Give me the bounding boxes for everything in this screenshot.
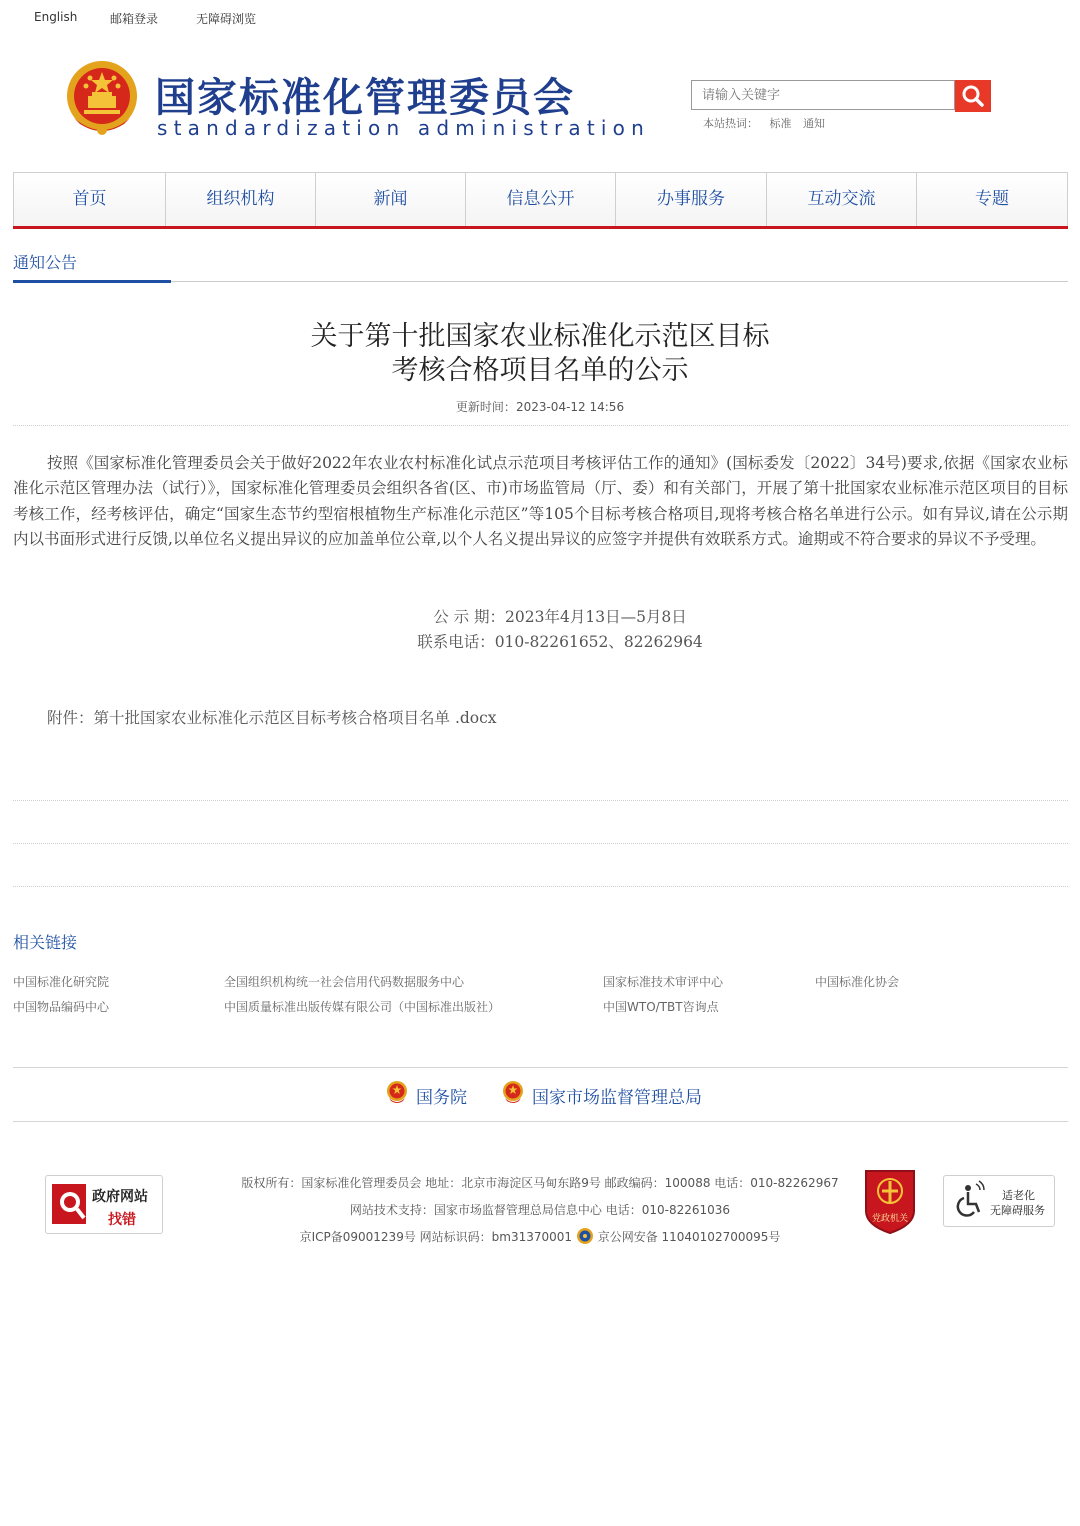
hot-word-link[interactable]: 通知	[803, 117, 825, 130]
search-input[interactable]	[691, 80, 955, 110]
police-record-text[interactable]: 京公网安备 11040102700095号	[597, 1230, 781, 1244]
update-time-label: 更新时间：	[455, 400, 516, 414]
hot-word-link[interactable]: 标准	[769, 117, 792, 130]
party-gov-badge[interactable]	[862, 1167, 918, 1235]
related-link[interactable]: 中国标准化研究院	[13, 975, 110, 989]
icp-line	[0, 1227, 1080, 1245]
emblem-icon	[502, 1080, 524, 1106]
party-gov-icon	[862, 1167, 918, 1235]
update-time	[0, 398, 1080, 415]
related-link[interactable]: 中国WTO/TBT咨询点	[603, 1000, 719, 1014]
divider	[13, 886, 1068, 887]
police-badge-icon	[576, 1227, 594, 1245]
related-link[interactable]: 中国标准化协会	[815, 975, 900, 989]
party-gov-label: 党政机关	[871, 1214, 908, 1224]
related-link[interactable]: 中国物品编码中心	[13, 1000, 110, 1014]
divider	[13, 1121, 1068, 1122]
article-title	[240, 320, 840, 388]
mail-login-link[interactable]: 邮箱登录	[110, 12, 159, 26]
hot-words	[703, 115, 833, 131]
accessible-browse-link[interactable]: 无障碍浏览	[196, 12, 257, 26]
update-time-value: 2023-04-12 14:56	[515, 400, 625, 414]
national-emblem-icon	[64, 58, 140, 140]
samr-link[interactable]: 国家市场监督管理总局	[532, 1088, 702, 1108]
accessibility-icon	[952, 1176, 988, 1226]
attachment	[47, 706, 497, 728]
badge-label: 政府网站	[92, 1189, 148, 1205]
article-title-line: 关于第十批国家农业标准化示范区目标	[310, 321, 770, 352]
nav-item-services[interactable]: 办事服务	[657, 189, 725, 209]
main-nav	[13, 172, 1068, 226]
article-title-line: 考核合格项目名单的公示	[391, 355, 689, 386]
related-link[interactable]: 中国质量标准出版传媒有限公司（中国标准出版社）	[224, 1000, 501, 1014]
site-logo-title[interactable]: 国家标准化管理委员会	[155, 75, 575, 121]
copyright-line: 版权所有：国家标准化管理委员会 地址：北京市海淀区马甸东路9号 邮政编码：100088 电话：010-82262967	[241, 1176, 839, 1190]
divider	[13, 1067, 1068, 1068]
nav-item-interaction[interactable]: 互动交流	[807, 189, 876, 209]
section-active-underline	[13, 280, 171, 283]
article-body: 按照《国家标准化管理委员会关于做好2022年农业农村标准化试点示范项目考核评估工作的通知》(国标委发〔2022〕34号)要求,依据《国家农业标准化示范区管理办法（试行）》，国家标准化管理委员会组织各省(区、市)市场监管局（厅、委）和有关部门，开展了第十批国家农业标准示范区项目的目标考核工作，经考核评估，确定“国家生态节约型宿根植物生产标准化示范区”等105个目标考核合格项目,现将考核合格名单进行公示。如有异议,请在公示期内以书面形式进行反馈,以单位名义提出异议的应加盖单位公章,以个人名义提出异议的应签字并提供有效联系方式。逾期或不符合要求的异议不予受理。	[13, 454, 1068, 548]
state-council-link[interactable]: 国务院	[416, 1088, 467, 1108]
english-link[interactable]: English	[34, 10, 78, 24]
emblem-icon	[386, 1080, 408, 1106]
contact-phone: 联系电话：010-82261652、82262964	[417, 633, 703, 651]
nav-item-home[interactable]: 首页	[72, 189, 107, 209]
section-title[interactable]: 通知公告	[13, 253, 78, 272]
nav-item-organization[interactable]: 组织机构	[206, 189, 275, 209]
elderly-accessible-badge[interactable]	[943, 1175, 1055, 1227]
search-button[interactable]	[955, 80, 991, 112]
nav-item-topics[interactable]: 专题	[975, 189, 1009, 209]
attachment-label: 附件：	[47, 709, 94, 727]
related-links-title: 相关链接	[13, 933, 78, 952]
related-link[interactable]: 国家标准技术审评中心	[603, 975, 724, 989]
tech-support-line: 网站技术支持：国家市场监督管理总局信息中心 电话：010-82261036	[349, 1203, 731, 1217]
nav-item-news[interactable]: 新闻	[373, 189, 408, 209]
nav-underline	[13, 226, 1068, 229]
hot-words-label: 本站热词：	[703, 117, 758, 130]
divider	[13, 425, 1068, 426]
badge-label: 找错	[108, 1212, 136, 1228]
site-logo-subtitle: standardization administration	[157, 116, 650, 140]
section-divider	[13, 281, 1068, 282]
icp-text[interactable]: 京ICP备09001239号 网站标识码：bm31370001	[299, 1230, 573, 1244]
divider	[13, 843, 1068, 844]
search-icon	[955, 80, 991, 112]
nav-item-info-disclosure[interactable]: 信息公开	[506, 189, 575, 209]
public-period: 公 示 期：2023年4月13日—5月8日	[433, 608, 687, 626]
badge-label: 适老化	[1002, 1189, 1035, 1202]
attachment-link[interactable]: 第十批国家农业标准化示范区目标考核合格项目名单 .docx	[93, 709, 497, 727]
badge-label: 无障碍服务	[990, 1204, 1045, 1217]
related-link[interactable]: 全国组织机构统一社会信用代码数据服务中心	[224, 975, 465, 989]
divider	[13, 800, 1068, 801]
